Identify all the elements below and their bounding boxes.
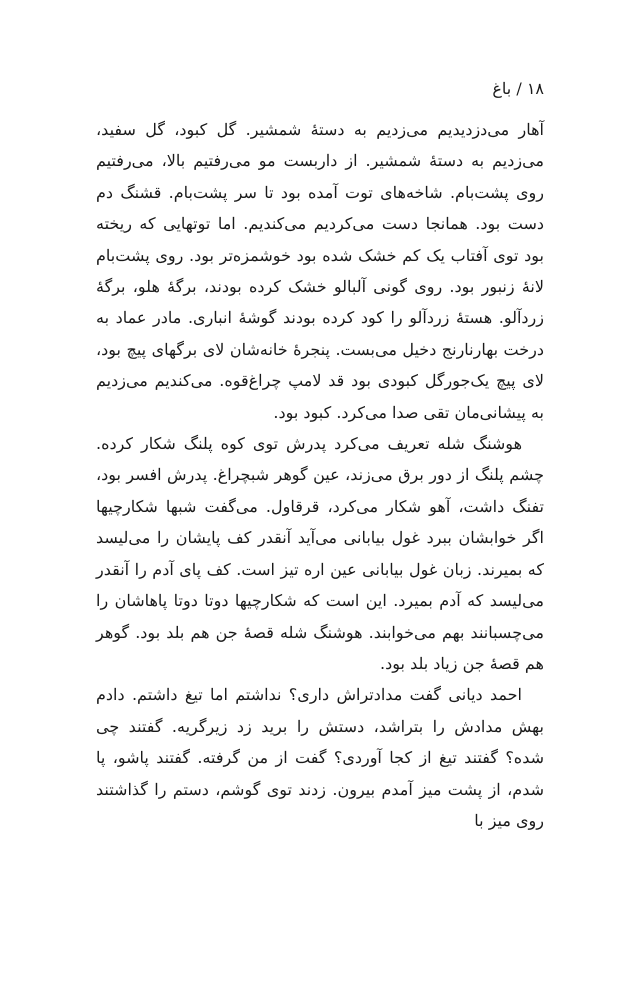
paragraph-2: هوشنگ شله تعریف می‌کرد پدرش توی کوه پلنگ شکار کرده. چشم پلنگ از دور برق می‌زند، عین گوهر شبچراغ. پدرش افسر بود، تفنگ داشت، آهو شکار می‌کرد، قرقاول. می‌گفت شبها شکارچیها اگر خوابشان ببرد غول بیابانی می‌آید آنقدر کف پایشان را می‌لیسد که بمیرند. زبان غول بیابانی عین اره تیز است. کف پای آدم را آنقدر می‌لیسد که آدم بمیرد. این است که شکارچیها دوتا دوتا پاهاشان را می‌چسبانند بهم می‌خوابند. هوشنگ شله قصهٔ جن هم بلد بود. گوهر هم قصهٔ جن زیاد بلد بود. [96, 434, 545, 673]
running-header: ۱۸ / باغ [492, 79, 544, 98]
paragraph-1: آهار می‌دزدیدیم می‌زدیم به دستهٔ شمشیر. گل کبود، گل سفید، می‌زدیم به دستهٔ شمشیر. از داربست مو می‌رفتیم بالا، می‌رفتیم روی پشت‌بام. شاخه‌های توت آمده بود تا سر پشت‌بام. قشنگ دم دست بود. همانجا دست می‌کردیم می‌کندیم. اما توتهایی که ریخته بود توی آفتاب یک کم خشک شده بود خوشمزه‌تر بود. روی پشت‌بام لانهٔ زنبور بود. روی گونی آلبالو خشک کرده بودند، برگهٔ هلو، برگهٔ زردآلو. هستهٔ زردآلو را کود کرده بودند گوشهٔ انباری. مادر عماد به درخت بهارنارنج دخیل می‌بست. پنجرهٔ خانه‌شان لای برگهای پیچ بود، لای پیچ یک‌جورگل کبودی بود قد لامپ چراغ‌قوه. می‌کندیم می‌زدیم به پیشانی‌مان تقی صدا می‌کرد. کبود بود. [96, 120, 544, 422]
book-page [96, 78, 544, 836]
paragraph-3: احمد دیانی گفت مدادتراش داری؟ نداشتم اما تیغ داشتم. دادم بهش مدادش را بتراشد، دستش را برید زد زیرگریه. گفتند چی شده؟ گفتند تیغ از کجا آوردی؟ گفت از من گرفته. گفتند پاشو، پا شدم، از پشت میز آمدم بیرون. زدند توی گوشم، دستم را گذاشتند روی میز با [96, 685, 545, 830]
